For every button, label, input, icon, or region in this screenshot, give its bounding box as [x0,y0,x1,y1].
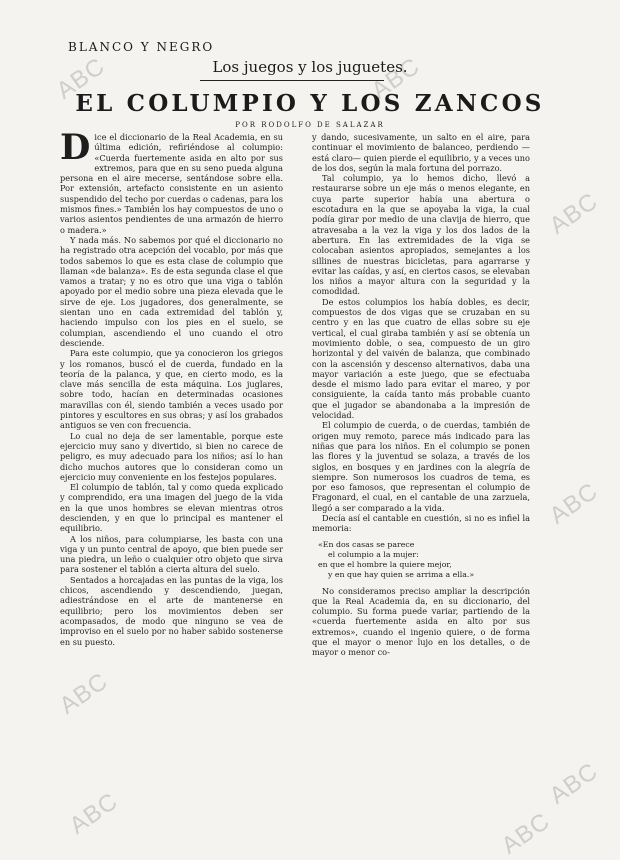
verse-line: «En dos casas se parece [318,539,415,549]
article-byline: POR RODOLFO DE SALAZAR [235,121,385,129]
left-column [60,132,283,847]
paragraph-1: Dice el diccionario de la Real Academia, en su última edición, refiriéndose al columpio: «Cuerda fuertemente asida en alto por sus extremos, para que en su seno pueda alguna persona en el aire mecerse, sentándose sobre ella. Por extensión, artefacto consistente en un asiento suspendido del techo por cuerdas o cadenas, para los mismos fines.» También los hay compuestos de uno o varios asientos pendientes de una armazón de hierro o madera.» [60,132,283,235]
abc-watermark: ABC [51,52,111,105]
section-rule [200,80,384,81]
paragraph-6: A los niños, para columpiarse, les basta con una viga y un punto central de apoyo, que bien puede ser una piedra, un leño o cualquier otro objeto que sirva para sostener el tablón a cierta altura del suelo. [60,533,283,575]
paragraph-3: Para este columpio, que ya conocieron los griegos y los romanos, buscó el de cuerda, fundado en la teoría de la palanca, y que, en cierto modo, es la clave más sencilla de esta máquina. Los juglares, sobre todo, hacían en determinadas ocasiones maravillas con él, siendo también a veces usado por pintores y escultores en sus obras; y así los grabados antiguos se ven con frecuencia. [60,348,283,431]
paragraph-13: No consideramos preciso ampliar la descripción que la Real Academia da, en su diccionario, del columpio. Su forma puede variar, partiendo de la «cuerda fuertemente asida en alto por sus extremos», cuando el ingenio quiere, o de forma que el mayor o menor lujo en los detalles, o de mayor o menor co- [312,585,530,658]
verse-line: el columpio a la mujer: [328,549,419,559]
paragraph-4: Lo cual no deja de ser lamentable, porque este ejercicio muy sano y divertido, si bien no carece de peligro, es muy adecuado para los niños; así lo han dicho muchos autores que lo consideran como un ejercicio muy conveniente en los festejos populares. [60,430,283,482]
right-column [312,132,530,847]
abc-watermark: ABC [54,667,114,720]
abc-watermark: ABC [496,807,556,860]
paragraph-9: Tal columpio, ya lo hemos dicho, llevó a restaurarse sobre un eje más o menos elegante, en cuya parte superior había una abertura o escotadura en la que se apoyaba la viga, la cual podía girar por medio de una clavija de hierro, que atravesaba a la vez la viga y los dos lados de la abertura. En las extremidades de la viga se colocaban asientos apropiados, semejantes a los sillines de nuestras bicicletas, para agarrarse y evitar las caídas, y así, en ciertos casos, se elevaban los niños a mayor altura con la seguridad y la comodidad. [312,173,530,297]
section-title: Los juegos y los juguetes. [212,58,408,76]
abc-watermark: ABC [64,787,124,840]
abc-watermark: ABC [544,187,604,240]
drop-cap: D [60,132,91,168]
paragraph-10: De estos columpios los había dobles, es decir, compuestos de dos vigas que se cruzaban en su centro y en las que cuatro de ellas sobre su eje vertical, el cual giraba también y así se obtenía un movimiento doble, o sea, compuesto de un giro horizontal y del vaivén de balanza, que combinado con la ascensión y descenso alternativos, daba una mayor variación a este juego, que se efectuaba desde el mismo lado para evitar el mareo, y por consiguiente, la caída tanto más probable cuanto que el jugador se abandonaba a la impresión de velocidad. [312,296,530,421]
paragraph-12: Decía así el cantable en cuestión, si no es infiel la memoria: [312,512,530,534]
paragraph-5: El columpio de tablón, tal y como queda explicado y comprendido, era una imagen del juego de la vida en la que unos hombres se elevan mientras otros descienden, y en que lo principal es mantener el equilibrio. [60,482,283,534]
verse-block [318,540,530,580]
abc-watermark: ABC [544,757,604,810]
paragraph-7: Sentados a horcajadas en las puntas de la viga, los chicos, ascendiendo y descendiendo, juegan, adiestrándose en el arte de mantenerse en equilibrio; pero los movimientos deben ser acompasados, de modo que ninguno se vea de improviso en el suelo por no haber sabido sostenerse en su puesto. [60,574,283,647]
abc-watermark: ABC [544,477,604,530]
magazine-header: BLANCO Y NEGRO [68,40,215,54]
paragraph-8: y dando, sucesivamente, un salto en el aire, para continuar el movimiento de balanceo, perdiendo —está claro— quien pierde el equilibrio, y a veces uno de los dos, según la mala fortuna del porrazo. [312,132,530,173]
verse-line: y en que hay quien se arrima a ella.» [328,569,475,579]
verse-line: en que el hombre la quiere mejor, [318,559,452,569]
article-title: EL COLUMPIO Y LOS ZANCOS [75,90,545,117]
paragraph-11: El columpio de cuerda, o de cuerdas, también de origen muy remoto, parece más indicado para las niñas que para los niños. En el columpio se ponen las flores y la juventud se solaza, a través de los siglos, en bosques y en jardines con la alegría de siempre. Son numerosos los cuadros de tema, es por eso famosos, que representan el columpio de Fragonard, el cual, en el cantable de una zarzuela, llegó a ser comparado a la vida. [312,420,530,513]
abc-watermark: ABC [366,52,426,105]
paragraph-2: Y nada más. No sabemos por qué el diccionario no ha registrado otra acepción del vocablo, por más que todos sabemos lo que es esta clase de columpio que llaman «de balanza». Es de esta segunda clase el que vamos a tratar; y no es otro que una viga o tablón apoyado por el medio sobre una pieza elevada que le sirve de eje. Los jugadores, dos generalmente, se sientan uno en cada extremidad del tablón y, haciendo impulso con los pies en el suelo, se columpian, ascendiendo el uno cuando el otro desciende. [60,234,283,348]
